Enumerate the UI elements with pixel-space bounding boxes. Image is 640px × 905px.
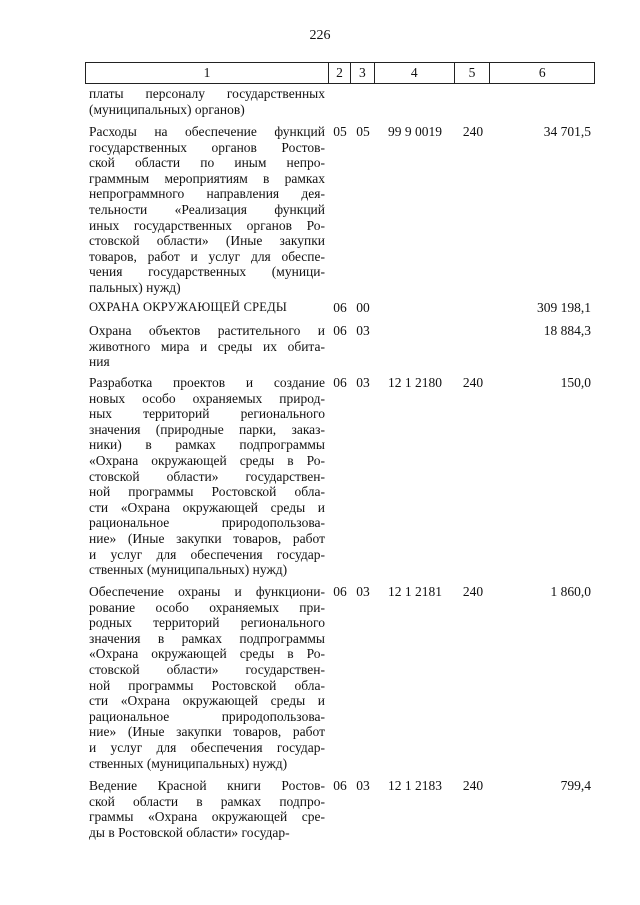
row-description — [85, 300, 329, 316]
description-line: граммным мероприятиям в рамках — [89, 170, 325, 186]
description-line: рациональное природопользова- — [89, 515, 325, 531]
description-line: ных территорий регионального — [89, 406, 325, 422]
table-row — [85, 300, 595, 316]
description-line: платы персоналу государственных — [89, 86, 325, 101]
row-col-6: 18 884,3 — [543, 323, 591, 338]
row-col-3: 05 — [356, 124, 370, 139]
header-col-2: 2 — [329, 63, 351, 83]
row-col-5: 240 — [462, 778, 484, 793]
description-line: стовской области» государствен- — [89, 468, 325, 484]
row-col-5: 240 — [462, 375, 484, 390]
description-line: ной программы Ростовской обла- — [89, 484, 325, 500]
description-line: ды в Ростовской области» государ- — [89, 824, 290, 840]
row-col-2: 06 — [333, 323, 347, 338]
row-col-6: 309 198,1 — [537, 300, 591, 315]
row-col-2: 06 — [333, 300, 347, 315]
description-line: пальных) нужд) — [89, 279, 181, 295]
row-col-3: 03 — [356, 584, 370, 599]
row-col-6 — [491, 86, 595, 117]
row-description — [85, 778, 329, 840]
row-col-6: 150,0 — [560, 375, 591, 390]
description-line: новых особо охраняемых природ- — [89, 390, 325, 406]
table-row — [85, 375, 595, 578]
row-description — [85, 323, 329, 370]
row-col-6: 799,4 — [560, 778, 591, 793]
description-line: тельности «Реализация функций — [89, 201, 325, 217]
table-header — [85, 62, 595, 84]
row-col-4: 12 1 2181 — [388, 584, 442, 599]
description-line: животного мира и среды их обита- — [89, 338, 325, 354]
description-line: ной программы Ростовской обла- — [89, 677, 325, 693]
row-col-5 — [455, 300, 491, 316]
table-row — [85, 86, 595, 117]
description-line: рование особо охраняемых при- — [89, 599, 325, 615]
description-line: стовской области» государствен- — [89, 661, 325, 677]
description-line: и услуг для обеспечения государ- — [89, 739, 325, 755]
description-line: (муниципальных) органов) — [89, 101, 245, 117]
header-col-5: 5 — [455, 63, 491, 83]
row-description — [85, 86, 329, 117]
header-col-1: 1 — [86, 63, 329, 83]
description-line: Ведение Красной книги Ростов- — [89, 778, 325, 793]
description-line: товаров, работ и услуг для обеспе- — [89, 248, 325, 264]
table-row — [85, 584, 595, 771]
row-col-3 — [351, 86, 375, 117]
row-col-2: 06 — [333, 584, 347, 599]
row-col-5 — [455, 86, 491, 117]
row-col-3: 03 — [356, 323, 370, 338]
description-line: родных территорий регионального — [89, 615, 325, 631]
description-line: ОХРАНА ОКРУЖАЮЩЕЙ СРЕДЫ — [89, 300, 287, 314]
description-line: Разработка проектов и создание — [89, 375, 325, 390]
row-col-2: 06 — [333, 778, 347, 793]
header-col-3: 3 — [351, 63, 375, 83]
row-col-4 — [375, 86, 455, 117]
description-line: Обеспечение охраны и функциони- — [89, 584, 325, 599]
description-line: значения в рамках подпрограммы — [89, 630, 325, 646]
row-col-6: 34 701,5 — [543, 124, 591, 139]
row-col-5: 240 — [462, 584, 484, 599]
description-line: и услуг для обеспечения государ- — [89, 546, 325, 562]
row-col-5: 240 — [462, 124, 484, 139]
row-col-4: 99 9 0019 — [388, 124, 442, 139]
page-number: 226 — [309, 28, 331, 43]
header-col-6: 6 — [538, 65, 546, 80]
description-line: чения государственных (муници- — [89, 264, 325, 280]
description-line: «Охрана окружающей среды в Ро- — [89, 646, 325, 662]
description-line: ственных (муниципальных) нужд) — [89, 562, 288, 578]
row-col-3: 03 — [356, 375, 370, 390]
row-description — [85, 375, 329, 578]
description-line: ственных (муниципальных) нужд) — [89, 755, 288, 771]
description-line: ние» (Иные закупки товаров, работ — [89, 530, 325, 546]
row-col-3: 00 — [356, 300, 370, 315]
description-line: ники) в рамках подпрограммы — [89, 437, 325, 453]
description-line: ние» (Иные закупки товаров, работ — [89, 724, 325, 740]
row-description — [85, 584, 329, 771]
row-col-4 — [375, 323, 455, 370]
row-col-4: 12 1 2183 — [388, 778, 442, 793]
row-col-2: 05 — [333, 124, 347, 139]
row-col-4: 12 1 2180 — [388, 375, 442, 390]
description-line: ния — [89, 354, 110, 370]
table-row — [85, 778, 595, 840]
row-col-5 — [455, 323, 491, 370]
description-line: значения (природные парки, заказ- — [89, 421, 325, 437]
description-line: ской области в рамках подпро- — [89, 793, 325, 809]
description-line: сти «Охрана окружающей среды и — [89, 693, 325, 709]
description-line: Охрана объектов растительного и — [89, 323, 325, 338]
description-line: Расходы на обеспечение функций — [89, 124, 325, 139]
table-row — [85, 124, 595, 296]
row-col-2: 06 — [333, 375, 347, 390]
table-row — [85, 323, 595, 370]
description-line: непрограммного направления дея- — [89, 186, 325, 202]
row-col-4 — [375, 300, 455, 316]
description-line: стовской области» (Иные закупки — [89, 233, 325, 249]
row-col-6: 1 860,0 — [550, 584, 591, 599]
description-line: иных государственных органов Ро- — [89, 217, 325, 233]
description-line: ской области по иным непро- — [89, 155, 325, 171]
row-description — [85, 124, 329, 296]
header-col-4: 4 — [375, 63, 455, 83]
description-line: граммы «Охрана окружающей сре- — [89, 809, 325, 825]
row-col-2 — [329, 86, 351, 117]
description-line: сти «Охрана окружающей среды и — [89, 499, 325, 515]
description-line: рациональное природопользова- — [89, 708, 325, 724]
description-line: государственных органов Ростов- — [89, 139, 325, 155]
description-line: «Охрана окружающей среды в Ро- — [89, 452, 325, 468]
row-col-3: 03 — [356, 778, 370, 793]
